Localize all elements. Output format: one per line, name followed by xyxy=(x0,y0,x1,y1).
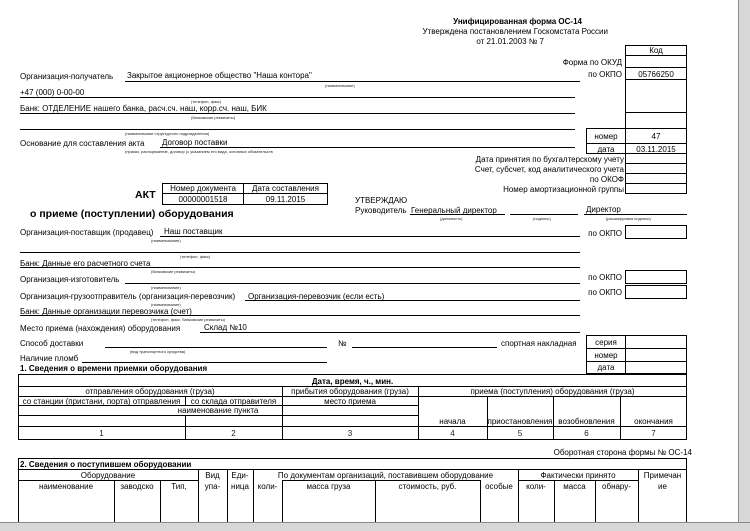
okpo-value: 05766250 xyxy=(638,70,674,79)
receipt-place-label: Место приема (нахождения) оборудования xyxy=(20,324,181,333)
supplier-phone-caption: (телефон, факс) xyxy=(180,254,211,259)
s1-num-4: 4 xyxy=(450,429,455,438)
basis-line xyxy=(160,147,575,148)
s2-actual-damage: обнару- xyxy=(602,482,631,491)
s2-row1 xyxy=(18,469,687,470)
recipient-label: Организация-получатель xyxy=(20,72,114,81)
s1-point-name: наименование пункта xyxy=(177,406,259,415)
amort-cell xyxy=(625,183,687,194)
phone-caption: (телефон, факс) xyxy=(191,99,222,104)
s2-actual-mass: масса xyxy=(563,482,586,491)
approve-name: Директор xyxy=(586,205,621,214)
phone-line xyxy=(20,97,575,98)
s1-resumption: возобновления xyxy=(558,417,615,426)
form-approved-date: от 21.01.2003 № 7 xyxy=(476,37,544,46)
s2-type: Тип, xyxy=(171,482,187,491)
s2-actual-header: Фактически принято xyxy=(540,471,616,480)
waybill-div2 xyxy=(625,361,687,362)
shipper-bank: Банк: Данные организации перевозчика (счет) xyxy=(20,307,192,316)
recipient-line xyxy=(125,81,580,82)
recipient-bank: Банк: ОТДЕЛЕНИЕ нашего банка, расч.сч. наш, корр.сч. наш, БИК xyxy=(20,104,267,113)
amort-label: Номер амортизационной группы xyxy=(503,185,624,194)
receipt-place-line xyxy=(200,332,580,333)
number-label: номер xyxy=(594,132,618,141)
approve-head-label: Руководитель xyxy=(355,206,407,215)
number-value: 47 xyxy=(651,132,661,141)
delivery-method-line xyxy=(105,347,327,348)
name-line xyxy=(584,214,687,215)
s2-actual-qty: коли- xyxy=(526,482,546,491)
delivery-num-label: № xyxy=(338,339,347,348)
doc-num-value: 00000001518 xyxy=(178,195,228,204)
s2-serial: заводско xyxy=(120,482,154,491)
s1-from-station: со станции (пристани, порта) отправления xyxy=(22,397,181,406)
account-label: Счет, субсчет, код аналитического учета xyxy=(474,165,624,174)
supplier-bank-caption: (банковские реквизиты) xyxy=(151,269,196,274)
s1-num-2: 2 xyxy=(231,429,236,438)
delivery-method-label: Способ доставки xyxy=(20,339,84,348)
doc-table-divider xyxy=(162,193,328,194)
s1-row5 xyxy=(18,426,687,427)
shipper-bank-caption: (телефон, факс, банковские реквизиты) xyxy=(151,317,225,322)
window-right-edge xyxy=(738,0,750,531)
delivery-number-label: номер xyxy=(594,351,618,360)
s2-row2c xyxy=(518,480,638,481)
s2-notes: Примечан xyxy=(643,471,682,480)
s1-num-3: 3 xyxy=(347,429,353,438)
division-line xyxy=(20,129,575,130)
recipient-value: Закрытое акционерное общество "Наша контора" xyxy=(127,71,312,80)
s1-acceptance-header: приема (поступления) оборудования (груза) xyxy=(470,387,635,396)
date-value: 03.11.2015 xyxy=(636,145,676,154)
s2-unit2: ница xyxy=(231,482,249,491)
supplier-value: Наш поставщик xyxy=(164,227,223,236)
seals-label: Наличие пломб xyxy=(20,354,79,363)
manufacturer-okpo-label: по ОКПО xyxy=(588,273,622,282)
blank-code-cell xyxy=(625,79,687,129)
act-label: АКТ xyxy=(135,189,156,201)
s2-docs-header: По документам организаций, поставившем оборудование xyxy=(277,471,494,480)
bank-caption: (банковские реквизиты) xyxy=(191,115,236,120)
s1-end: окончания xyxy=(634,417,673,426)
form-approved: Утверждена постановлением Госкомстата России xyxy=(422,27,608,36)
waybill-label: спортная накладная xyxy=(501,339,577,348)
shipper-line xyxy=(245,300,580,301)
s1-num-6: 6 xyxy=(584,429,589,438)
s2-row2b xyxy=(282,480,480,481)
date-label: дата xyxy=(597,145,615,154)
approve-position: Генеральный директор xyxy=(411,206,497,215)
act-subtitle: о приеме (поступлении) оборудования xyxy=(30,208,234,220)
seals-line xyxy=(82,362,327,363)
shipper-label: Организация-грузоотправитель (организация-перевозчик) xyxy=(20,292,236,301)
receipt-place-value: Склад №10 xyxy=(204,323,247,332)
okof-label: по ОКОФ xyxy=(589,175,624,184)
waybill-div1 xyxy=(625,348,687,349)
signature-line xyxy=(510,214,578,215)
s2-notes2: ие xyxy=(658,482,667,491)
code-divider xyxy=(625,112,687,113)
shipper-okpo-label: по ОКПО xyxy=(588,288,622,297)
s1-num-5: 5 xyxy=(517,429,523,438)
s2-name: наименование xyxy=(38,482,94,491)
s2-kind2: упа- xyxy=(204,482,221,491)
bank-line xyxy=(20,113,575,114)
delivery-method-caption: (вид транспортного средства) xyxy=(130,349,186,354)
supplier-label: Организация-поставщик (продавец) xyxy=(20,228,154,237)
shipper-bank-line xyxy=(20,315,580,316)
shipper-name-caption: (наименование) xyxy=(151,302,181,307)
supplier-phone-line xyxy=(20,252,580,253)
series-label: серия xyxy=(595,338,617,347)
position-line xyxy=(410,214,505,215)
approve-title: УТВЕРЖДАЮ xyxy=(355,196,408,205)
s2-row2a xyxy=(18,480,198,481)
okud-label: Форма по ОКУД xyxy=(562,58,622,67)
s1-from-warehouse: со склада отправителя xyxy=(190,397,277,406)
s1-num-1: 1 xyxy=(99,429,104,438)
supplier-okpo-cell xyxy=(625,225,687,239)
signature-caption: (подпись) xyxy=(533,216,551,221)
shipper-value: Организация-перевозчик (если есть) xyxy=(248,292,385,301)
acceptance-date-label: Дата принятия по бухгалтерскому учету xyxy=(475,155,624,164)
s2-special: особые xyxy=(485,482,513,491)
s1-row4 xyxy=(18,415,418,416)
manufacturer-name-caption: (наименование) xyxy=(151,285,181,290)
delivery-num-line xyxy=(352,347,497,348)
s2-kind: Вид xyxy=(205,471,220,480)
s2-cost: стоимость, руб. xyxy=(398,482,457,491)
manufacturer-okpo-cell xyxy=(625,270,687,284)
division-caption: (наименование структурного подразделения) xyxy=(125,131,210,136)
s1-arrival-header: прибытия оборудования (груза) xyxy=(291,387,409,396)
supplier-okpo-label: по ОКПО xyxy=(588,229,622,238)
doc-date-value: 09.11.2015 xyxy=(265,195,306,204)
name-caption: (расшифровка подписи) xyxy=(606,216,651,221)
s2-equipment: Оборудование xyxy=(80,471,136,480)
recipient-phone: +47 (000) 0-00-00 xyxy=(20,88,85,97)
s2-unit: Еди- xyxy=(231,471,249,480)
s1-num-7: 7 xyxy=(651,429,656,438)
s1-start: начала xyxy=(439,417,466,426)
code-header: Код xyxy=(649,46,663,55)
doc-date-header: Дата составления xyxy=(252,184,319,193)
manufacturer-label: Организация-изготовитель xyxy=(20,275,120,284)
reverse-label: Оборотная сторона формы № ОС-14 xyxy=(553,448,692,457)
delivery-date-label: дата xyxy=(597,363,615,372)
s1-group-header: Дата, время, ч., мин. xyxy=(311,377,394,386)
s1-receipt-place: место приема xyxy=(324,397,376,406)
section1-title: 1. Сведения о времени приемки оборудования xyxy=(20,364,208,373)
s1-suspension: приостановления xyxy=(487,417,553,426)
manufacturer-line xyxy=(125,283,580,284)
waybill-values-cell xyxy=(625,335,687,374)
supplier-bank: Банк: Данные его расчетного счета xyxy=(20,259,151,268)
supplier-bank-line xyxy=(20,267,580,268)
basis-value: Договор поставки xyxy=(162,138,228,147)
basis-caption: (приказ, распоряжение, договор (с указанием его вида, основных обязательств xyxy=(125,149,273,154)
section2-title: 2. Сведения о поступившем оборудовании xyxy=(20,460,192,469)
s1-dispatch-header: отправления оборудования (груза) xyxy=(85,387,215,396)
recipient-name-caption: (наименование) xyxy=(325,83,355,88)
position-caption: (должность) xyxy=(440,216,463,221)
basis-label: Основание для составления акта xyxy=(20,139,145,148)
doc-num-header: Номер документа xyxy=(170,184,236,193)
s2-cargo-mass: масса груза xyxy=(306,482,351,491)
supplier-line xyxy=(160,236,580,237)
form-title: Унифицированная форма ОС-14 xyxy=(453,17,582,26)
shipper-okpo-cell xyxy=(625,285,687,299)
supplier-name-caption: (наименование) xyxy=(151,238,181,243)
window-bottom-edge xyxy=(0,522,750,531)
s2-qty: коли- xyxy=(257,482,278,491)
okpo-label: по ОКПО xyxy=(588,70,622,79)
